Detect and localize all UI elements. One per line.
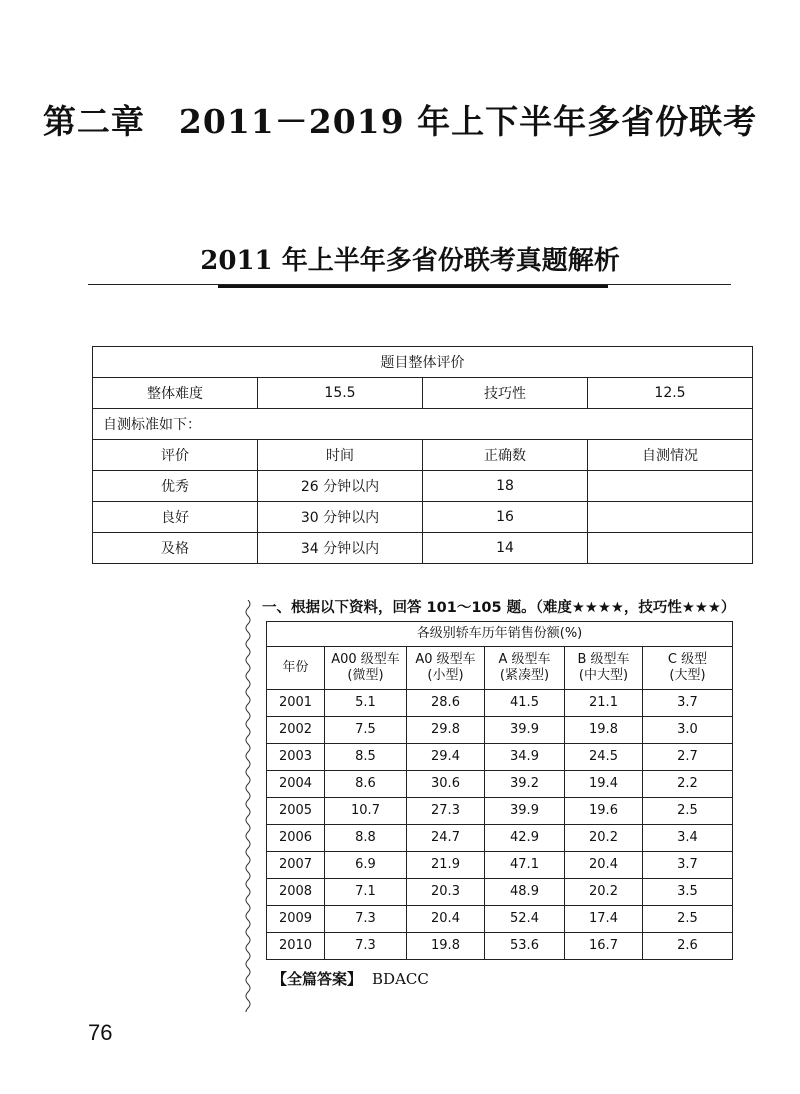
share-cell: 24.7 — [407, 825, 485, 852]
column-header-line1: C 级型 — [667, 651, 708, 667]
year-cell: 2009 — [267, 906, 325, 933]
share-cell: 20.2 — [565, 879, 643, 906]
share-cell: 41.5 — [485, 690, 565, 717]
share-cell: 20.3 — [407, 879, 485, 906]
share-cell: 29.8 — [407, 717, 485, 744]
column-header — [643, 647, 733, 690]
table-row — [267, 771, 733, 798]
share-cell: 47.1 — [485, 852, 565, 879]
table-row — [267, 825, 733, 852]
share-cell: 5.1 — [325, 690, 407, 717]
column-header — [325, 647, 407, 690]
evaluation-title-row — [93, 347, 753, 378]
grade-cell: 及格 — [93, 533, 258, 564]
wavy-line — [246, 600, 250, 1012]
column-header-line2: (小型) — [427, 668, 464, 683]
share-cell: 8.5 — [325, 744, 407, 771]
share-cell: 16.7 — [565, 933, 643, 960]
share-cell: 3.7 — [643, 852, 733, 879]
year-cell: 2001 — [267, 690, 325, 717]
column-header-line1: A0 级型车 — [415, 651, 476, 667]
grade-cell: 良好 — [93, 502, 258, 533]
grade-cell: 优秀 — [93, 471, 258, 502]
evaluation-row — [93, 502, 753, 533]
share-cell: 20.2 — [565, 825, 643, 852]
evaluation-row — [93, 533, 753, 564]
question-heading: 一、根据以下资料，回答 101～105 题。（难度★★★★，技巧性★★★） — [262, 600, 736, 616]
sales-share-table — [266, 621, 733, 960]
share-cell: 7.3 — [325, 906, 407, 933]
share-cell: 8.8 — [325, 825, 407, 852]
share-cell: 21.1 — [565, 690, 643, 717]
difficulty-value: 15.5 — [258, 378, 423, 409]
table-header-row — [267, 647, 733, 690]
chapter-title: 第二章 2011－2019 年上下半年多省份联考 — [42, 102, 758, 141]
share-cell: 30.6 — [407, 771, 485, 798]
share-cell: 48.9 — [485, 879, 565, 906]
self-check-cell — [588, 533, 753, 564]
share-cell: 2.2 — [643, 771, 733, 798]
table-row — [267, 744, 733, 771]
share-cell: 19.6 — [565, 798, 643, 825]
share-cell: 39.9 — [485, 798, 565, 825]
share-cell: 39.2 — [485, 771, 565, 798]
share-cell: 52.4 — [485, 906, 565, 933]
answer-line — [272, 968, 429, 989]
share-cell: 10.7 — [325, 798, 407, 825]
share-cell: 3.4 — [643, 825, 733, 852]
share-cell: 21.9 — [407, 852, 485, 879]
table-caption-row — [267, 622, 733, 647]
column-header-line1: 年份 — [282, 659, 309, 675]
table-row — [267, 933, 733, 960]
evaluation-title: 题目整体评价 — [93, 347, 753, 378]
column-header-line2: (紧凑型) — [499, 668, 550, 683]
column-header-line2: (微型) — [347, 668, 384, 683]
share-cell: 24.5 — [565, 744, 643, 771]
year-cell: 2007 — [267, 852, 325, 879]
share-cell: 3.7 — [643, 690, 733, 717]
time-cell: 34 分钟以内 — [258, 533, 423, 564]
share-cell: 2.6 — [643, 933, 733, 960]
column-header — [565, 647, 643, 690]
share-cell: 39.9 — [485, 717, 565, 744]
column-header — [485, 647, 565, 690]
year-cell: 2005 — [267, 798, 325, 825]
header-time: 时间 — [258, 440, 423, 471]
self-check-cell — [588, 502, 753, 533]
share-cell: 2.5 — [643, 906, 733, 933]
share-cell: 7.3 — [325, 933, 407, 960]
page-number: 76 — [88, 1020, 113, 1045]
share-cell: 6.9 — [325, 852, 407, 879]
self-check-cell — [588, 471, 753, 502]
standard-row — [93, 409, 753, 440]
share-cell: 42.9 — [485, 825, 565, 852]
share-cell: 29.4 — [407, 744, 485, 771]
standard-label: 自测标准如下： — [93, 409, 753, 440]
correct-cell: 16 — [423, 502, 588, 533]
share-cell: 53.6 — [485, 933, 565, 960]
table-caption: 各级别轿车历年销售份额(%) — [267, 622, 733, 647]
correct-cell: 18 — [423, 471, 588, 502]
time-cell: 30 分钟以内 — [258, 502, 423, 533]
answer-label: 【全篇答案】 — [272, 970, 363, 988]
section-title: 2011 年上半年多省份联考真题解析 — [200, 246, 620, 276]
table-row — [267, 879, 733, 906]
column-header — [267, 647, 325, 690]
column-header — [407, 647, 485, 690]
share-cell: 17.4 — [565, 906, 643, 933]
column-header-line1: A00 级型车 — [331, 651, 400, 667]
column-header-line1: B 级型车 — [577, 651, 630, 667]
evaluation-header-row — [93, 440, 753, 471]
difficulty-label: 整体难度 — [93, 378, 258, 409]
share-cell: 20.4 — [565, 852, 643, 879]
share-cell: 34.9 — [485, 744, 565, 771]
share-cell: 7.5 — [325, 717, 407, 744]
table-row — [267, 852, 733, 879]
share-cell: 27.3 — [407, 798, 485, 825]
table-row — [267, 798, 733, 825]
year-cell: 2006 — [267, 825, 325, 852]
share-cell: 8.6 — [325, 771, 407, 798]
share-cell: 20.4 — [407, 906, 485, 933]
share-cell: 2.7 — [643, 744, 733, 771]
year-cell: 2003 — [267, 744, 325, 771]
skill-value: 12.5 — [588, 378, 753, 409]
section-title-underline — [218, 285, 608, 288]
year-cell: 2002 — [267, 717, 325, 744]
column-header-line2: (大型) — [669, 668, 706, 683]
header-grade: 评价 — [93, 440, 258, 471]
correct-cell: 14 — [423, 533, 588, 564]
share-cell: 3.0 — [643, 717, 733, 744]
table-row — [267, 906, 733, 933]
table-row — [267, 690, 733, 717]
share-cell: 19.8 — [565, 717, 643, 744]
evaluation-score-row — [93, 378, 753, 409]
header-self-check: 自测情况 — [588, 440, 753, 471]
share-cell: 3.5 — [643, 879, 733, 906]
year-cell: 2004 — [267, 771, 325, 798]
wavy-margin-border — [244, 600, 252, 1012]
share-cell: 28.6 — [407, 690, 485, 717]
header-correct: 正确数 — [423, 440, 588, 471]
share-cell: 2.5 — [643, 798, 733, 825]
answer-value: BDACC — [372, 970, 429, 988]
year-cell: 2010 — [267, 933, 325, 960]
year-cell: 2008 — [267, 879, 325, 906]
evaluation-row — [93, 471, 753, 502]
skill-label: 技巧性 — [423, 378, 588, 409]
column-header-line2: (中大型) — [578, 668, 629, 683]
share-cell: 7.1 — [325, 879, 407, 906]
share-cell: 19.4 — [565, 771, 643, 798]
evaluation-table — [92, 346, 753, 564]
table-row — [267, 717, 733, 744]
share-cell: 19.8 — [407, 933, 485, 960]
time-cell: 26 分钟以内 — [258, 471, 423, 502]
column-header-line1: A 级型车 — [498, 651, 551, 667]
